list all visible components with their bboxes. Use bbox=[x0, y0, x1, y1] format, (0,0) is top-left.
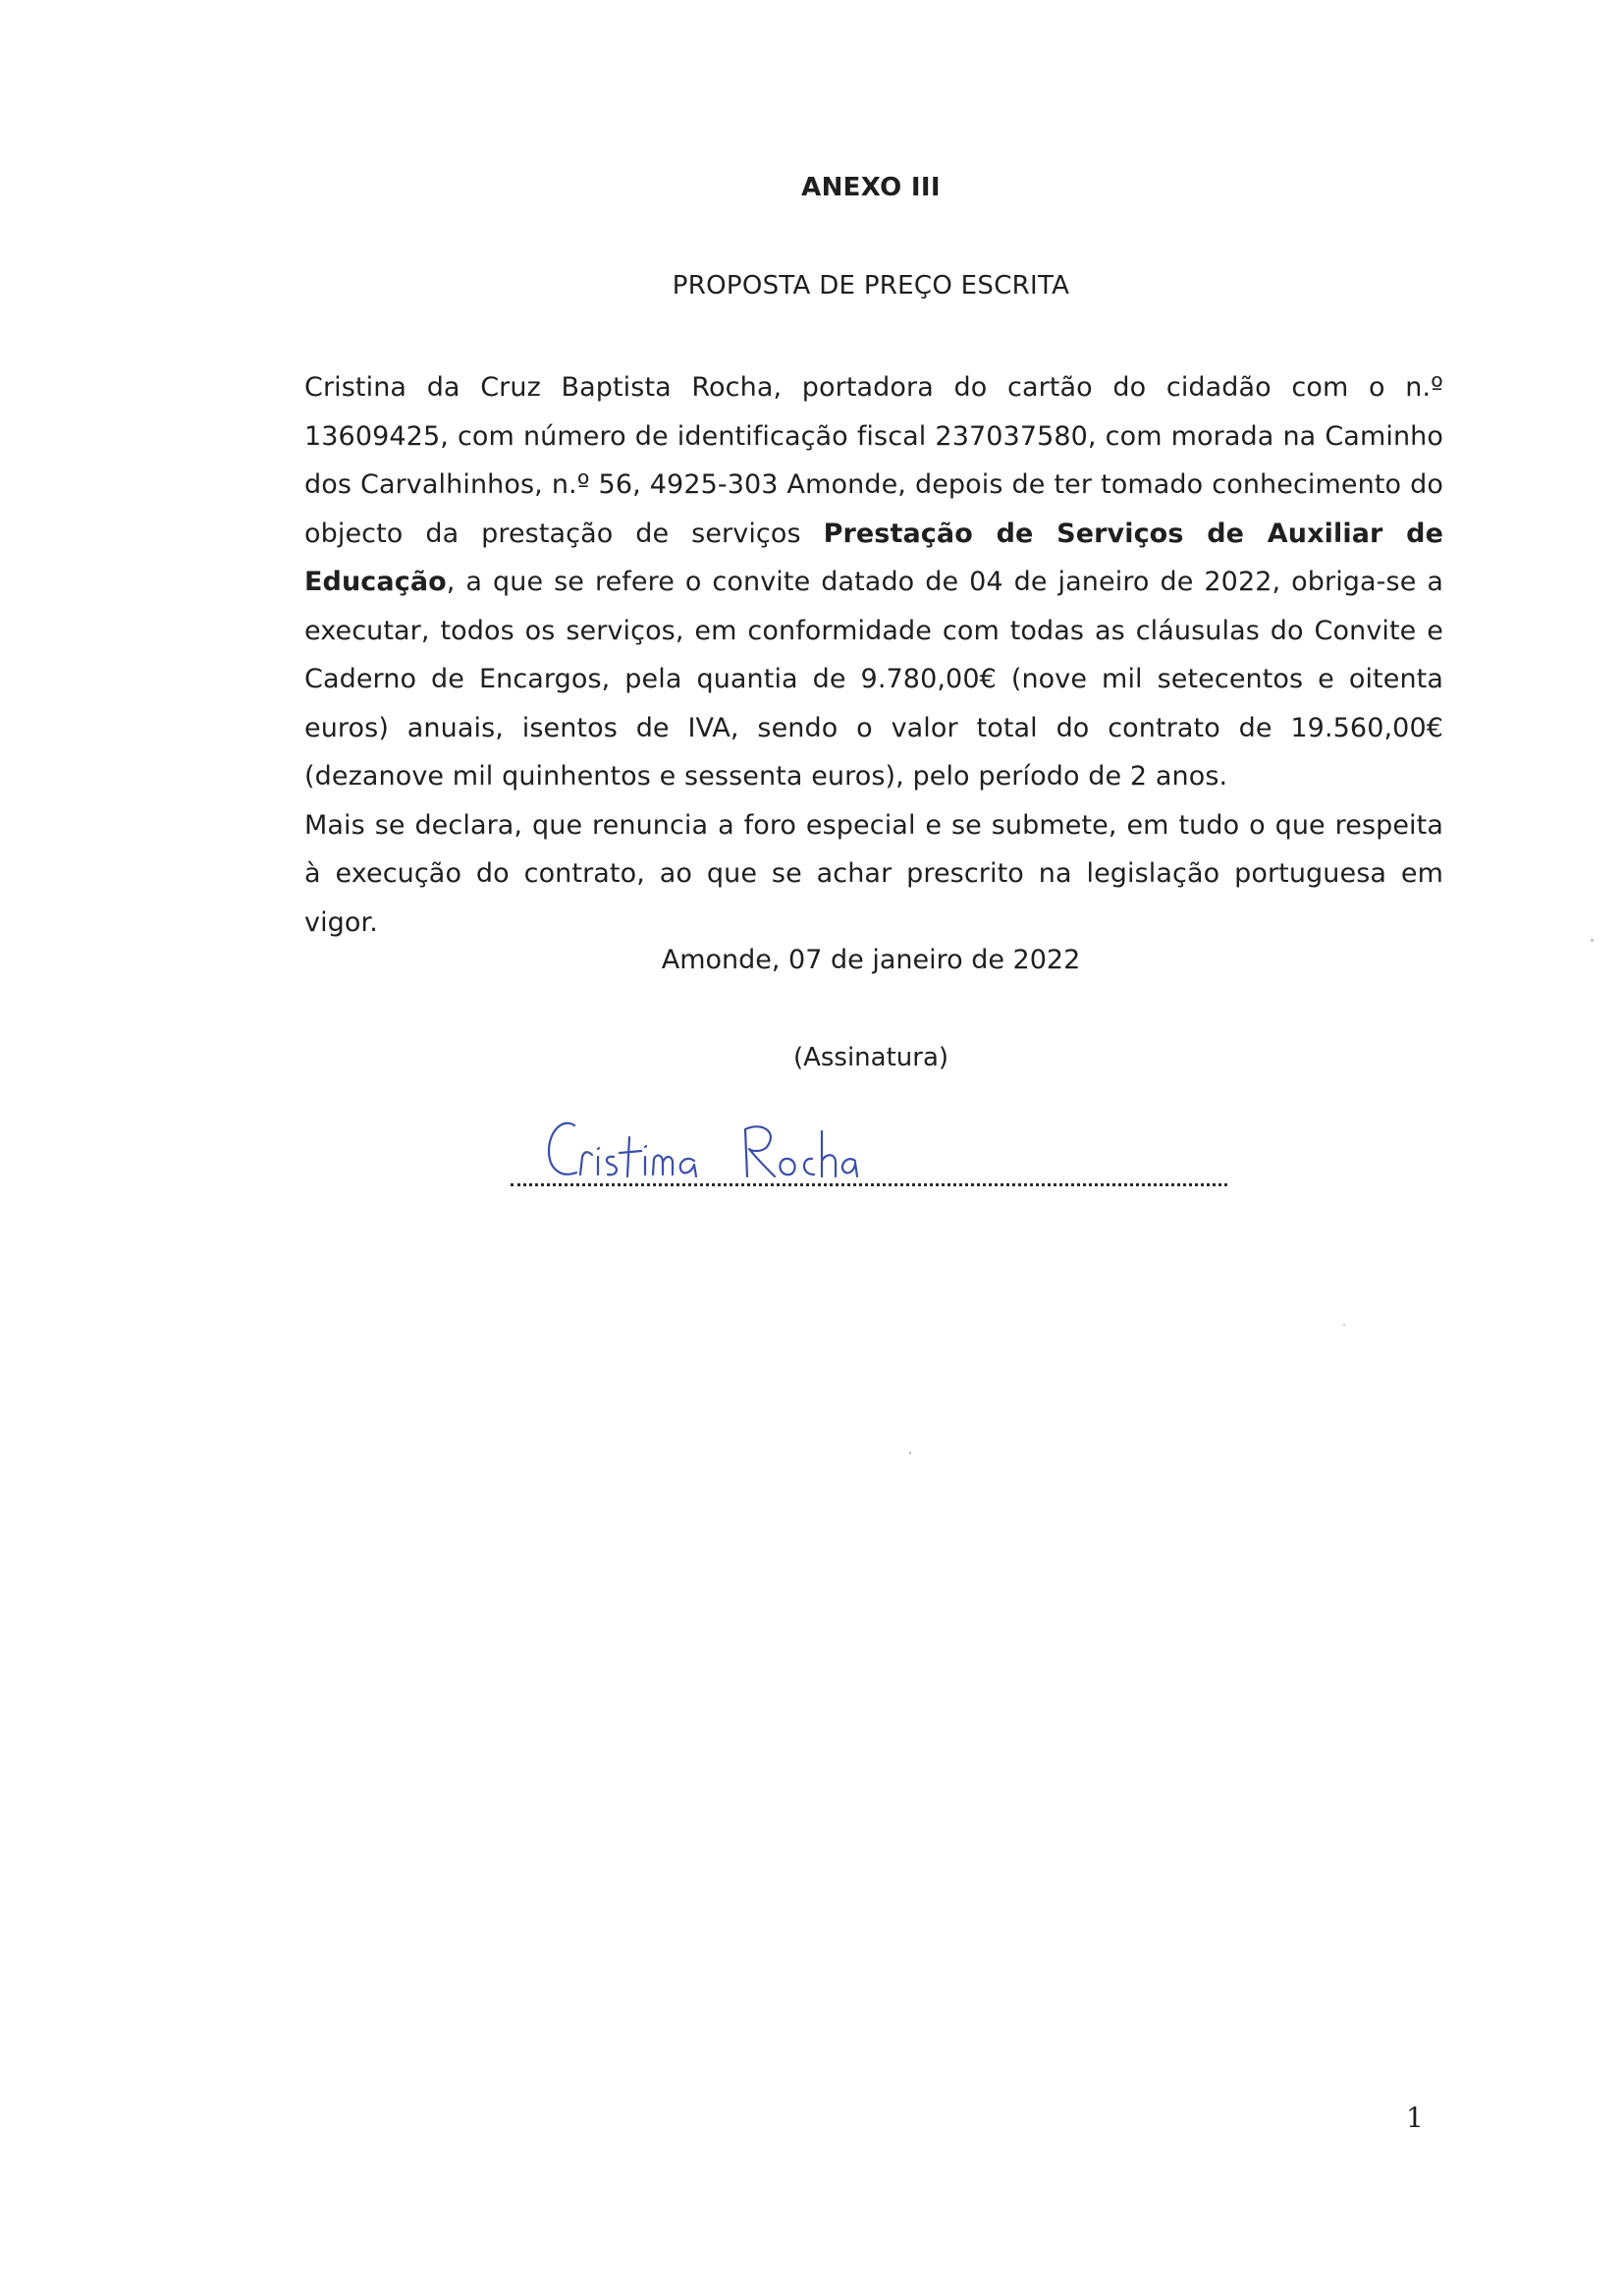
declaration-paragraph: Mais se declara, que renuncia a foro especial e se submete, em tudo o que respeita à execução do contrato, ao que se achar prescrito na legislação portuguesa em vigor. bbox=[304, 809, 1443, 938]
service-name: Prestação de Serviços de Auxiliar de Educação bbox=[304, 518, 1443, 597]
annex-heading: ANEXO III bbox=[801, 173, 941, 202]
paragraph-text-end: , a que se refere o convite datado de 04 de janeiro de 2022, obriga-se a executar, todos os serviços, em conformidade com todas as cláusulas do Convite e Caderno de Encargos, pela quantia de 9.780,00€ (nove mil setecentos e oitenta euros) anuais, isentos de IVA, sendo o valor total do contrato de 19.560,00€ (dezanove mil quinhentos e sessenta euros), pelo período de 2 anos. bbox=[304, 567, 1443, 792]
scan-speck bbox=[1591, 939, 1594, 942]
document-title: PROPOSTA DE PREÇO ESCRITA bbox=[672, 271, 1070, 301]
signature-field bbox=[511, 1108, 1227, 1196]
place-and-date: Amonde, 07 de janeiro de 2022 bbox=[661, 945, 1081, 975]
handwritten-signature bbox=[535, 1108, 869, 1186]
scan-speck bbox=[1343, 1324, 1345, 1326]
proposal-paragraph bbox=[304, 363, 1443, 801]
signature-label: (Assinatura) bbox=[792, 1043, 949, 1072]
page-number: 1 bbox=[1406, 2102, 1424, 2134]
scan-speck bbox=[909, 1451, 911, 1454]
signature-line bbox=[511, 1183, 1227, 1186]
paragraph-text-start: Cristina da Cruz Baptista Rocha, portadora do cartão do cidadão com o n.º 13609425, com número de identificação fiscal 237037580, com morada na Caminho dos Carvalhinhos, n.º 56, 4925-303 Amonde, depois de ter tomado conhecimento do objecto da prestação de serviços bbox=[304, 372, 1443, 549]
proposal-body bbox=[304, 363, 1443, 947]
